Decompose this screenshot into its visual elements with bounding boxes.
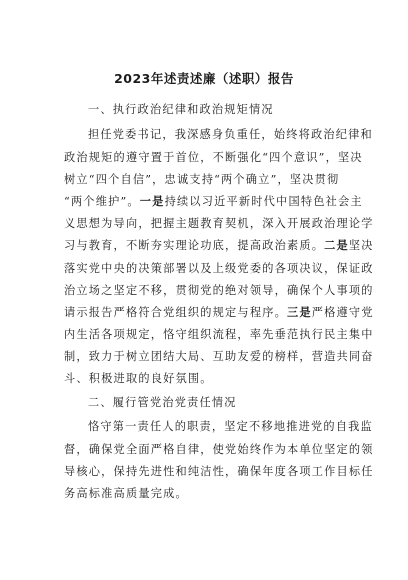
line-text: “两个维护”。	[64, 195, 140, 208]
section-heading-1: 一、执行政治纪律和政治规矩情况	[88, 103, 274, 116]
paragraph-line	[64, 237, 374, 253]
paragraph-line	[64, 193, 363, 209]
point-marker: 二是	[324, 238, 349, 252]
paragraph-line: 制，致力于树立团结大局、互助友爱的榜样，营造共同奋	[64, 350, 374, 363]
paragraph-line: 落实党中央的决策部署以及上级党委的各项决议，保证政	[64, 262, 374, 275]
paragraph-line: 恪守第一责任人的职责，坚定不移地推进党的自我监	[88, 420, 373, 433]
paragraph-line: 担任党委书记，我深感身负重任，始终将政治纪律和	[88, 128, 373, 141]
paragraph-line	[64, 304, 374, 320]
paragraph-line: 督，确保党全面严格自律，使党始终作为本单位坚定的领	[64, 443, 374, 456]
point-marker: 三是	[286, 305, 312, 319]
paragraph-line: 义思想为导向，把握主题教育契机，深入开展政治理论学	[64, 217, 374, 230]
paragraph-line: 务高标准高质量完成。	[64, 487, 188, 500]
paragraph-line: 治立场之坚定不移，贯彻党的绝对领导，确保个人事项的	[64, 284, 374, 297]
section-heading-2: 二、履行管党治党责任情况	[88, 396, 237, 409]
point-marker: 一是	[139, 194, 165, 208]
paragraph-line: 内生活各项规定，恪守组织流程，率先垂范执行民主集中	[64, 328, 374, 341]
line-text: 严格遵守党	[311, 306, 374, 319]
paragraph-line: 政治规矩的遵守置于首位，不断强化“四个意识”，坚决	[64, 151, 363, 164]
line-text: 习与教育，不断夯实理论功底，提高政治素质。	[64, 239, 325, 252]
document-title: 2023年述责述廉（述职）报告	[114, 71, 294, 86]
line-text: 持续以习近平新时代中国特色社会主	[164, 195, 363, 208]
paragraph-line: 导核心，保持先进性和纯洁性，确保年度各项工作目标任	[64, 465, 374, 478]
line-text: 坚决	[348, 239, 374, 252]
line-text: 请示报告严格符合党组织的规定与程序。	[64, 306, 287, 319]
paragraph-line: 斗、积极进取的良好氛围。	[64, 372, 213, 385]
paragraph-line: 树立“四个自信”，忠诚支持“两个确立”，坚决贯彻	[64, 173, 340, 186]
